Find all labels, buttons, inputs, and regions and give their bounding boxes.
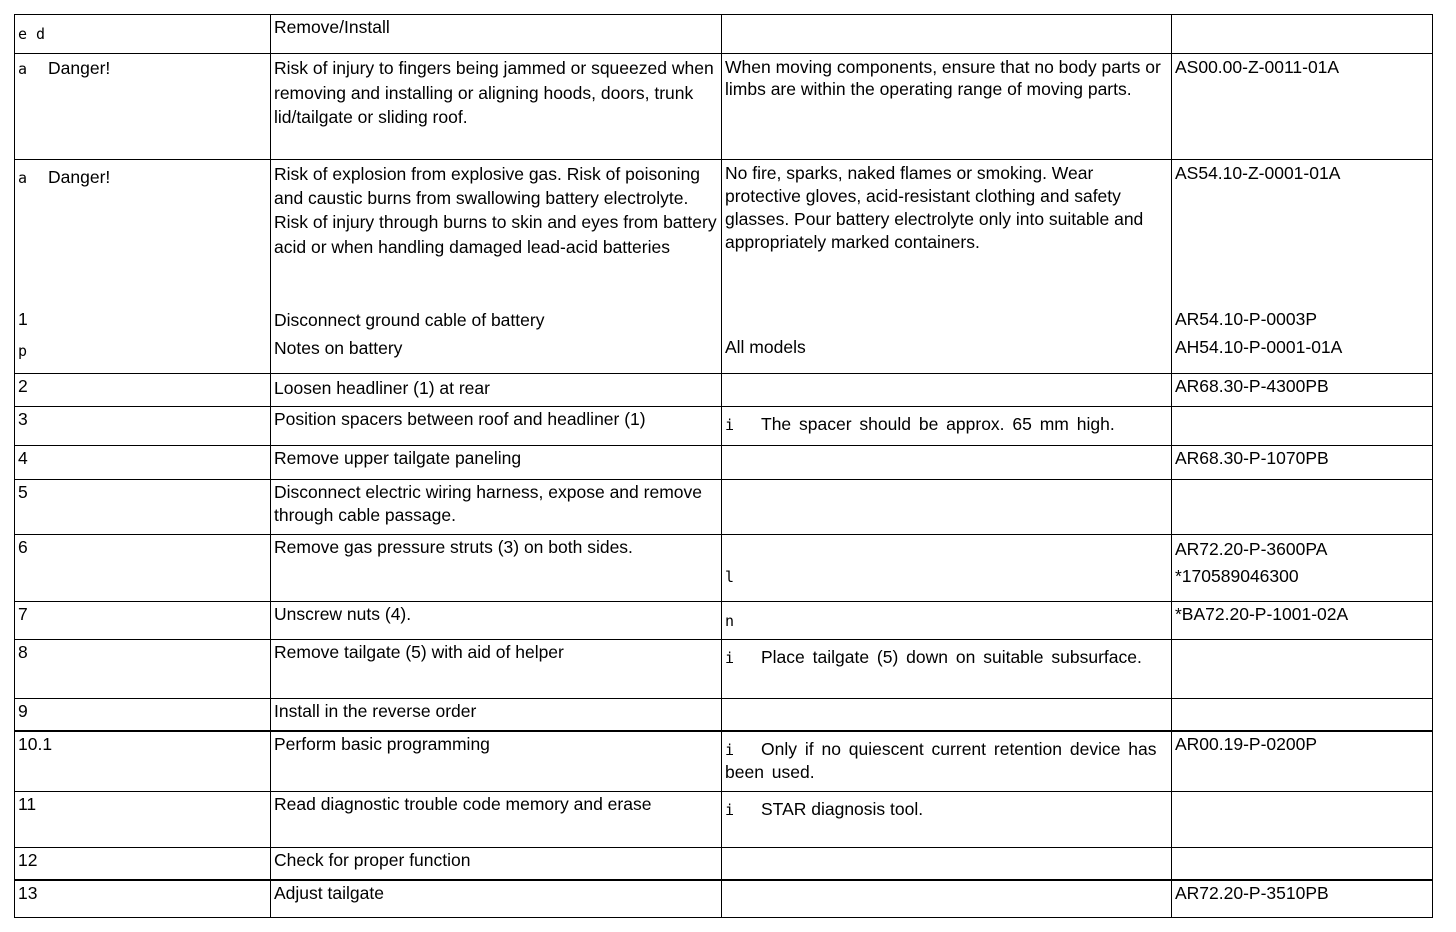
- table-row: [15, 160, 1433, 374]
- step-number: 4: [18, 448, 28, 468]
- operation-cell: [271, 640, 722, 699]
- torque-icon: n: [725, 612, 735, 630]
- operation-cell: [271, 15, 722, 54]
- info-icon: i: [725, 801, 735, 819]
- reference-code: AR68.30-P-4300PB: [1175, 376, 1329, 396]
- note-cell: [722, 15, 1172, 54]
- step-cell: [15, 446, 271, 480]
- note-cell: [722, 880, 1172, 918]
- danger-icon: a: [18, 169, 28, 187]
- operation-cell: [271, 880, 722, 918]
- operation-cell: [271, 374, 722, 407]
- step-number: 6: [18, 537, 28, 557]
- reference-code: *BA72.20-P-1001-02A: [1175, 604, 1349, 624]
- step-number: 3: [18, 409, 28, 429]
- operation-text: Remove tailgate (5) with aid of helper: [274, 642, 564, 662]
- step-cell: [15, 602, 271, 640]
- section-title: Remove/Install: [274, 17, 390, 37]
- note-cell: [722, 446, 1172, 480]
- reference-code: AR72.20-P-3510PB: [1175, 882, 1329, 903]
- step-number: 7: [18, 604, 28, 624]
- operation-text: Notes on battery: [274, 338, 403, 358]
- info-icon: i: [725, 740, 735, 759]
- reference-code: AS00.00-Z-0011-01A: [1175, 57, 1340, 77]
- reference-cell: [1172, 848, 1433, 880]
- operation-text: Install in the reverse order: [274, 701, 477, 721]
- operation-text: Read diagnostic trouble code memory and erase: [274, 794, 652, 814]
- note-cell: [722, 535, 1172, 602]
- reference-cell: [1172, 731, 1433, 792]
- note-cell: [722, 54, 1172, 160]
- info-icon: i: [725, 416, 735, 434]
- step-cell: [15, 792, 271, 848]
- operation-text: Perform basic programming: [274, 733, 490, 754]
- procedure-page: [14, 14, 1432, 918]
- danger-note: No fire, sparks, naked flames or smoking. Wear protective gloves, acid-resistant clothing and safety glasses. Pour battery electrolyte only into suitable and appropriately marked containers.: [725, 163, 1144, 252]
- operation-cell: [271, 792, 722, 848]
- table-row: [15, 602, 1433, 640]
- table-row: [15, 731, 1433, 792]
- step-cell: [15, 535, 271, 602]
- table-row: [15, 535, 1433, 602]
- operation-text: Loosen headliner (1) at rear: [274, 378, 490, 398]
- danger-label: Danger!: [48, 167, 111, 187]
- note-cell: [722, 407, 1172, 446]
- note-cell: [722, 480, 1172, 535]
- reference-cell: [1172, 480, 1433, 535]
- step-number: 13: [18, 882, 38, 903]
- note-text: All models: [725, 337, 806, 357]
- table-row: [15, 446, 1433, 480]
- notes-symbol: p: [18, 342, 28, 360]
- step-number: 1: [18, 309, 28, 329]
- reference-cell: [1172, 446, 1433, 480]
- reference-cell: [1172, 160, 1433, 374]
- operation-cell: [271, 731, 722, 792]
- danger-label: Danger!: [48, 58, 111, 78]
- reference-cell: [1172, 54, 1433, 160]
- reference-cell: [1172, 602, 1433, 640]
- remove-install-symbol: e d: [18, 25, 46, 43]
- reference-cell: [1172, 374, 1433, 407]
- step-number: 10.1: [18, 733, 53, 754]
- reference-cell: [1172, 792, 1433, 848]
- table-row: [15, 848, 1433, 880]
- note-cell: [722, 374, 1172, 407]
- step-cell: [15, 15, 271, 54]
- table-row: [15, 54, 1433, 160]
- operation-cell: [271, 602, 722, 640]
- note-cell: [722, 792, 1172, 848]
- reference-cell: [1172, 15, 1433, 54]
- step-cell: [15, 731, 271, 792]
- table-row: [15, 640, 1433, 699]
- operation-cell: [271, 54, 722, 160]
- operation-cell: [271, 160, 722, 374]
- table-row: [15, 15, 1433, 54]
- table-row: [15, 480, 1433, 535]
- reference-cell: [1172, 535, 1433, 602]
- operation-cell: [271, 446, 722, 480]
- note-cell: [722, 731, 1172, 792]
- danger-icon: a: [18, 60, 28, 78]
- reference-cell: [1172, 880, 1433, 918]
- tool-number: *170589046300: [1175, 566, 1299, 586]
- step-cell: [15, 848, 271, 880]
- note-cell: [722, 640, 1172, 699]
- table-row: [15, 407, 1433, 446]
- info-icon: i: [725, 649, 735, 667]
- step-number: 5: [18, 482, 28, 502]
- step-number: 11: [18, 794, 37, 814]
- table-row: [15, 880, 1433, 918]
- note-text: STAR diagnosis tool.: [761, 799, 924, 819]
- table-row: [15, 699, 1433, 731]
- operation-cell: [271, 535, 722, 602]
- reference-code: AS54.10-Z-0001-01A: [1175, 163, 1341, 183]
- reference-cell: [1172, 699, 1433, 731]
- note-text: The spacer should be approx. 65 mm high.: [761, 414, 1115, 434]
- note-cell: [722, 848, 1172, 880]
- operation-text: Remove gas pressure struts (3) on both sides.: [274, 537, 633, 557]
- step-cell: [15, 699, 271, 731]
- step-cell: [15, 407, 271, 446]
- note-text: Only if no quiescent current retention device has been used.: [725, 738, 1157, 782]
- step-cell: [15, 880, 271, 918]
- operation-text: Check for proper function: [274, 850, 471, 870]
- step-number: 2: [18, 376, 28, 396]
- operation-cell: [271, 407, 722, 446]
- operation-cell: [271, 480, 722, 535]
- operation-text: Disconnect electric wiring harness, expose and remove through cable passage.: [274, 482, 702, 525]
- operation-cell: [271, 699, 722, 731]
- note-cell: [722, 602, 1172, 640]
- step-cell: [15, 480, 271, 535]
- reference-code: AR68.30-P-1070PB: [1175, 448, 1329, 468]
- operation-text: Unscrew nuts (4).: [274, 604, 412, 624]
- reference-code: AR72.20-P-3600PA: [1175, 539, 1328, 559]
- operation-cell: [271, 848, 722, 880]
- operation-text: Position spacers between roof and headliner (1): [274, 409, 646, 429]
- danger-text: Risk of explosion from explosive gas. Risk of poisoning and caustic burns from swallowing battery electrolyte. Risk of injury through burns to skin and eyes from battery acid or when handling damaged lead-acid batteries: [274, 164, 717, 257]
- table-row: [15, 792, 1433, 848]
- reference-code: AH54.10-P-0001-01A: [1175, 337, 1343, 357]
- danger-text: Risk of injury to fingers being jammed or squeezed when removing and installing or aligning hoods, doors, trunk lid/tailgate or sliding roof.: [274, 58, 714, 127]
- table-row: [15, 374, 1433, 407]
- step-number: 9: [18, 701, 28, 721]
- operation-text: Remove upper tailgate paneling: [274, 448, 522, 468]
- step-cell: [15, 160, 271, 374]
- step-cell: [15, 54, 271, 160]
- reference-code: AR00.19-P-0200P: [1175, 733, 1318, 754]
- special-tool-icon: l: [725, 568, 735, 586]
- step-number: 8: [18, 642, 28, 662]
- procedure-table: [14, 14, 1433, 918]
- operation-text: Adjust tailgate: [274, 882, 384, 903]
- note-cell: [722, 699, 1172, 731]
- step-cell: [15, 640, 271, 699]
- note-text: Place tailgate (5) down on suitable subsurface.: [761, 647, 1142, 667]
- reference-cell: [1172, 407, 1433, 446]
- note-cell: [722, 160, 1172, 374]
- step-cell: [15, 374, 271, 407]
- operation-text: Disconnect ground cable of battery: [274, 310, 545, 330]
- step-number: 12: [18, 850, 38, 870]
- reference-code: AR54.10-P-0003P: [1175, 309, 1318, 329]
- reference-cell: [1172, 640, 1433, 699]
- danger-note: When moving components, ensure that no body parts or limbs are within the operating range of moving parts.: [725, 57, 1161, 99]
